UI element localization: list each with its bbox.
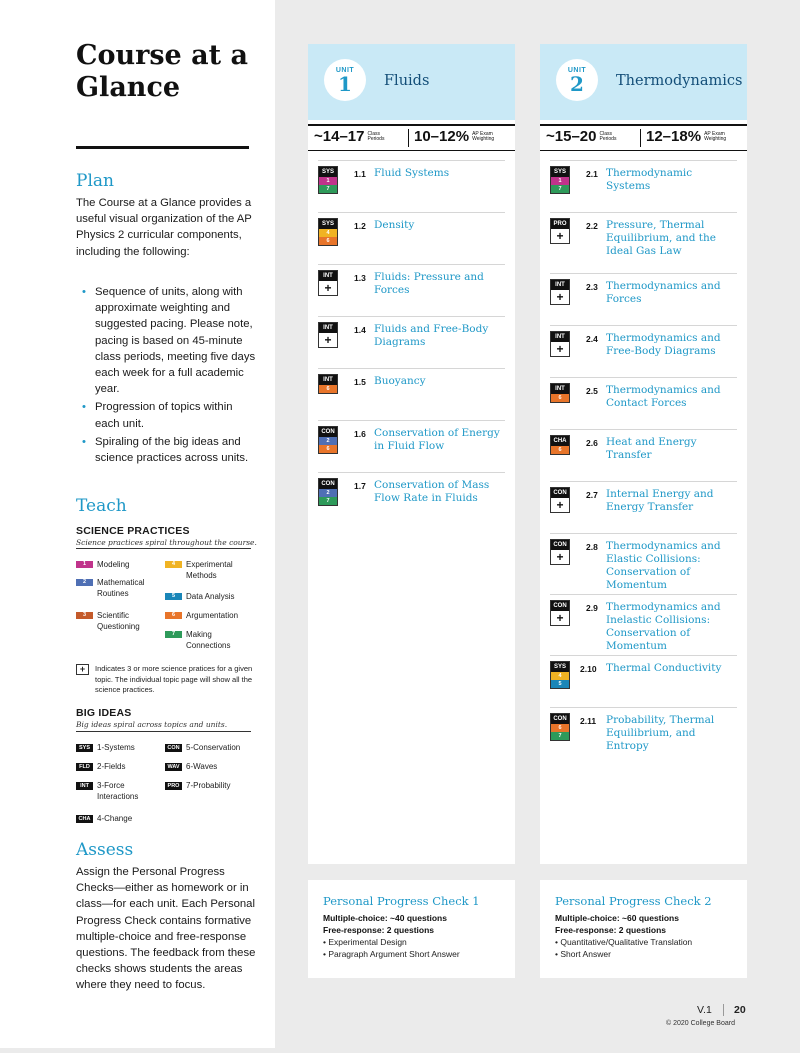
big-ideas-title: BIG IDEAS bbox=[76, 707, 132, 719]
practice-tag: 7 bbox=[319, 497, 337, 505]
topic-row bbox=[550, 655, 737, 700]
big-idea-tag: CHA bbox=[551, 436, 569, 446]
unit-badge bbox=[556, 59, 598, 101]
big-idea-tag: INT bbox=[551, 280, 569, 290]
exam-weighting-label: AP Exam Weighting bbox=[704, 130, 727, 143]
bullet-icon: • bbox=[323, 937, 329, 947]
unit-name: Thermodynamics bbox=[616, 73, 743, 89]
big-idea-item bbox=[76, 781, 156, 802]
multiple-choice-info: Multiple-choice: ~60 questions bbox=[555, 913, 679, 923]
topic-badge-stack bbox=[550, 713, 570, 741]
practice-tag: 4 bbox=[319, 229, 337, 237]
topic-row bbox=[550, 160, 737, 205]
big-idea-tag: INT bbox=[319, 323, 337, 333]
topic-badge-stack bbox=[550, 435, 570, 455]
topic-badge-stack bbox=[318, 478, 338, 506]
big-idea-item bbox=[76, 814, 156, 825]
topic-number: 1.1 bbox=[354, 169, 366, 179]
topic-number: 2.2 bbox=[586, 221, 598, 231]
practice-label: Mathematical Routines bbox=[97, 578, 145, 598]
page-number: 20 bbox=[734, 1004, 746, 1016]
unit-metrics bbox=[540, 124, 747, 151]
practice-tag: 6 bbox=[319, 237, 337, 245]
topic-number: 1.7 bbox=[354, 481, 366, 491]
assess-text: Assign the Personal Progress Checks—either as homework or in class—for each unit. Each Personal Progress Check contains formative multiple-choice and free-response questions. The feedback from these checks shows students the areas where they need to focus. bbox=[76, 866, 256, 992]
big-idea-label: 6-Waves bbox=[186, 762, 218, 771]
topic-name: Buoyancy bbox=[374, 375, 426, 387]
plan-heading: Plan bbox=[76, 171, 114, 191]
unit-number: 1 bbox=[338, 72, 352, 96]
progress-check-item-label: Paragraph Argument Short Answer bbox=[328, 949, 460, 959]
divider bbox=[76, 731, 251, 732]
unit-metrics bbox=[308, 124, 515, 151]
topic-row bbox=[550, 273, 737, 318]
topic-name: Fluids: Pressure and Forces bbox=[374, 271, 484, 296]
teach-heading: Teach bbox=[76, 496, 127, 516]
unit-label: UNIT bbox=[567, 67, 587, 74]
multiple-choice-info: Multiple-choice: ~40 questions bbox=[323, 913, 447, 923]
free-response-info: Free-response: 2 questions bbox=[555, 925, 667, 935]
topic-row bbox=[318, 316, 505, 361]
topic-name: Probability, Thermal Equilibrium, and Entropy bbox=[606, 714, 715, 752]
bullet-icon: • bbox=[323, 949, 329, 959]
sidebar bbox=[0, 0, 275, 1048]
big-idea-tag: INT bbox=[76, 782, 93, 790]
topic-badge-stack bbox=[550, 166, 570, 194]
topic-name: Conservation of Mass Flow Rate in Fluids bbox=[374, 479, 490, 504]
class-periods-value: ~15–20 bbox=[546, 128, 597, 145]
plus-icon: + bbox=[556, 290, 564, 304]
topic-number: 1.6 bbox=[354, 429, 366, 439]
topic-name: Thermodynamics and Contact Forces bbox=[606, 384, 721, 409]
big-idea-tag: CHA bbox=[76, 815, 93, 823]
big-idea-tag: SYS bbox=[76, 744, 93, 752]
practice-tag: 7 bbox=[551, 185, 569, 193]
title-rule bbox=[76, 146, 249, 149]
plus-icon: + bbox=[556, 229, 564, 243]
topic-row bbox=[550, 325, 737, 370]
big-idea-label: 1-Systems bbox=[97, 743, 135, 752]
progress-check-item-label: Short Answer bbox=[560, 949, 611, 959]
practice-tag: 6 bbox=[319, 385, 337, 393]
exam-weighting-value: 12–18% bbox=[646, 128, 702, 145]
big-idea-label: 7-Probability bbox=[186, 781, 231, 790]
practice-tag: 4 bbox=[551, 672, 569, 680]
topic-number: 1.5 bbox=[354, 377, 366, 387]
practice-legend-item bbox=[165, 630, 250, 651]
big-idea-label: 4-Change bbox=[97, 814, 133, 823]
plus-icon: + bbox=[324, 281, 332, 295]
practice-swatch: 4 bbox=[165, 561, 182, 568]
topic-number: 2.3 bbox=[586, 282, 598, 292]
big-idea-tag: INT bbox=[319, 271, 337, 281]
unit-header bbox=[540, 44, 747, 120]
topic-badge-stack bbox=[318, 426, 338, 454]
big-idea-tag: PRO bbox=[551, 219, 569, 229]
big-ideas-note: Big ideas spiral across topics and units. bbox=[76, 720, 228, 729]
topic-row bbox=[550, 429, 737, 474]
big-idea-tag: FLD bbox=[76, 763, 93, 771]
practice-tag: 6 bbox=[551, 724, 569, 732]
big-idea-label: 3-Force Interactions bbox=[97, 781, 139, 801]
big-idea-tag: SYS bbox=[319, 219, 337, 229]
topic-row bbox=[550, 533, 737, 591]
plus-note: Indicates 3 or more science pratices for a given topic. The individual topic page will show all the science practices. bbox=[95, 664, 253, 694]
plus-legend bbox=[76, 664, 256, 696]
topic-name: Density bbox=[374, 219, 415, 231]
plus-icon: + bbox=[556, 550, 564, 564]
progress-check-title: Personal Progress Check 1 bbox=[323, 894, 480, 908]
class-periods bbox=[546, 128, 621, 145]
class-periods bbox=[314, 128, 389, 145]
copyright: © 2020 College Board bbox=[666, 1020, 735, 1027]
list-item: • Progression of topics within each unit. bbox=[82, 401, 233, 430]
practice-tag: 2 bbox=[319, 489, 337, 497]
science-practices-title: SCIENCE PRACTICES bbox=[76, 525, 190, 537]
big-idea-tag: CON bbox=[551, 488, 569, 498]
bullet-icon: • bbox=[555, 937, 561, 947]
topic-badge-stack bbox=[550, 331, 570, 357]
topic-row bbox=[550, 707, 737, 761]
practice-swatch: 6 bbox=[165, 612, 182, 619]
big-idea-tag: SYS bbox=[319, 167, 337, 177]
big-idea-tag: CON bbox=[165, 744, 182, 752]
progress-check-item bbox=[555, 949, 611, 959]
topic-number: 2.9 bbox=[586, 603, 598, 613]
practice-legend-item bbox=[165, 592, 250, 603]
topic-badge-stack bbox=[318, 374, 338, 394]
topic-name: Thermodynamic Systems bbox=[606, 167, 693, 192]
big-idea-item bbox=[165, 781, 245, 792]
big-idea-tag: CON bbox=[319, 427, 337, 437]
class-periods-label: Class Periods bbox=[599, 130, 617, 143]
progress-check-item bbox=[555, 937, 692, 947]
practice-legend-item bbox=[165, 611, 250, 622]
big-idea-tag: PRO bbox=[165, 782, 182, 790]
unit-label: UNIT bbox=[335, 67, 355, 74]
plus-icon: + bbox=[556, 611, 564, 625]
practice-legend-item bbox=[76, 578, 161, 599]
progress-check-card bbox=[308, 880, 515, 978]
class-periods-label: Class Periods bbox=[367, 130, 385, 143]
plan-bullets bbox=[80, 284, 256, 468]
topic-name: Thermodynamics and Inelastic Collisions: Conservation of Momentum bbox=[606, 601, 721, 652]
topic-name: Conservation of Energy in Fluid Flow bbox=[374, 427, 500, 452]
topic-row bbox=[318, 264, 505, 309]
topic-badge-stack bbox=[318, 322, 338, 348]
divider bbox=[76, 548, 251, 549]
assess-heading: Assess bbox=[76, 840, 134, 860]
unit-card bbox=[540, 44, 747, 864]
practice-legend-item bbox=[165, 560, 250, 581]
big-idea-tag: SYS bbox=[551, 167, 569, 177]
unit-card bbox=[308, 44, 515, 864]
big-idea-tag: CON bbox=[551, 714, 569, 724]
practice-tag: 6 bbox=[551, 446, 569, 454]
topic-badge-stack bbox=[550, 600, 570, 626]
practice-swatch: 3 bbox=[76, 612, 93, 619]
topic-row bbox=[318, 472, 505, 517]
progress-check-item bbox=[323, 949, 460, 959]
bullet-icon: • bbox=[82, 435, 86, 448]
science-practices-note: Science practices spiral throughout the course. bbox=[76, 538, 257, 547]
topic-name: Internal Energy and Energy Transfer bbox=[606, 488, 714, 513]
topic-number: 1.3 bbox=[354, 273, 366, 283]
bullet-icon: • bbox=[82, 286, 86, 298]
topic-badge-stack bbox=[550, 539, 570, 565]
practice-label: Argumentation bbox=[186, 611, 239, 620]
topic-row bbox=[318, 368, 505, 413]
practice-label: Modeling bbox=[97, 560, 130, 569]
topic-badge-stack bbox=[550, 661, 570, 689]
topic-badge-stack bbox=[318, 166, 338, 194]
exam-weighting bbox=[414, 128, 494, 145]
topic-name: Fluids and Free-Body Diagrams bbox=[374, 323, 489, 348]
progress-check-item-label: Experimental Design bbox=[328, 937, 407, 947]
unit-header bbox=[308, 44, 515, 120]
topic-row bbox=[550, 481, 737, 526]
practice-swatch: 5 bbox=[165, 593, 182, 600]
topic-number: 2.5 bbox=[586, 386, 598, 396]
big-idea-tag: INT bbox=[551, 384, 569, 394]
topic-row bbox=[550, 594, 737, 652]
topic-row bbox=[550, 377, 737, 422]
topic-number: 1.2 bbox=[354, 221, 366, 231]
topic-name: Fluid Systems bbox=[374, 167, 450, 179]
big-idea-item bbox=[76, 762, 156, 773]
practice-label: Scientific Questioning bbox=[97, 611, 140, 631]
big-idea-tag: CON bbox=[551, 601, 569, 611]
practice-legend-item bbox=[76, 560, 161, 571]
topic-name: Thermal Conductivity bbox=[606, 662, 722, 674]
topic-badge-stack bbox=[550, 218, 570, 244]
big-idea-tag: CON bbox=[551, 540, 569, 550]
topic-row bbox=[318, 212, 505, 257]
big-idea-tag: WAV bbox=[165, 763, 182, 771]
practice-swatch: 1 bbox=[76, 561, 93, 568]
exam-weighting-label: AP Exam Weighting bbox=[472, 130, 495, 143]
practice-tag: 6 bbox=[551, 394, 569, 402]
big-idea-tag: INT bbox=[551, 332, 569, 342]
bullet-icon: • bbox=[555, 949, 561, 959]
practice-label: Making Connections bbox=[186, 630, 231, 650]
topic-number: 2.8 bbox=[586, 542, 598, 552]
topic-number: 2.6 bbox=[586, 438, 598, 448]
big-idea-label: 5-Conservation bbox=[186, 743, 241, 752]
topic-number: 2.4 bbox=[586, 334, 598, 344]
topic-badge-stack bbox=[550, 383, 570, 403]
topic-row bbox=[318, 160, 505, 205]
topic-number: 2.7 bbox=[586, 490, 598, 500]
big-idea-item bbox=[76, 743, 156, 754]
practice-tag: 1 bbox=[319, 177, 337, 185]
progress-check-card bbox=[540, 880, 747, 978]
topic-row bbox=[318, 420, 505, 465]
progress-check-item bbox=[323, 937, 407, 947]
bullet-icon: • bbox=[82, 401, 86, 414]
exam-weighting-value: 10–12% bbox=[414, 128, 470, 145]
list-item: • Sequence of units, along with approximate weighting and suggested pacing. Please note, pacing is based on 45-minute class periods, meeting five days each week for a full academic year. bbox=[82, 286, 256, 396]
plus-icon: + bbox=[324, 333, 332, 347]
page-title: Course at a Glance bbox=[76, 40, 248, 103]
topic-number: 2.11 bbox=[580, 716, 597, 726]
plus-icon: + bbox=[556, 342, 564, 356]
practice-tag: 7 bbox=[319, 185, 337, 193]
practice-label: Data Analysis bbox=[186, 592, 235, 601]
big-idea-item bbox=[165, 762, 245, 773]
practice-tag: 2 bbox=[319, 437, 337, 445]
practice-tag: 7 bbox=[551, 732, 569, 740]
topic-number: 2.10 bbox=[580, 664, 597, 674]
metrics-divider bbox=[408, 129, 409, 147]
topic-badge-stack bbox=[318, 270, 338, 296]
topic-badge-stack bbox=[318, 218, 338, 246]
big-idea-label: 2-Fields bbox=[97, 762, 126, 771]
topic-name: Thermodynamics and Forces bbox=[606, 280, 721, 305]
unit-number: 2 bbox=[570, 72, 584, 96]
practice-swatch: 7 bbox=[165, 631, 182, 638]
unit-badge bbox=[324, 59, 366, 101]
practice-label: Experimental Methods bbox=[186, 560, 233, 580]
topic-name: Thermodynamics and Free-Body Diagrams bbox=[606, 332, 721, 357]
big-idea-tag: CON bbox=[319, 479, 337, 489]
plan-intro: The Course at a Glance provides a useful visual organization of the AP Physics 2 curricular components, including the following: bbox=[76, 197, 252, 258]
topic-number: 1.4 bbox=[354, 325, 366, 335]
topic-name: Pressure, Thermal Equilibrium, and the Ideal Gas Law bbox=[606, 219, 716, 257]
progress-check-item-label: Quantitative/Qualitative Translation bbox=[560, 937, 693, 947]
progress-check-title: Personal Progress Check 2 bbox=[555, 894, 712, 908]
topic-name: Thermodynamics and Elastic Collisions: Conservation of Momentum bbox=[606, 540, 721, 591]
class-periods-value: ~14–17 bbox=[314, 128, 365, 145]
practice-tag: 5 bbox=[551, 680, 569, 688]
topic-badge-stack bbox=[550, 487, 570, 513]
practice-tag: 6 bbox=[319, 445, 337, 453]
unit-name: Fluids bbox=[384, 73, 430, 89]
free-response-info: Free-response: 2 questions bbox=[323, 925, 435, 935]
metrics-divider bbox=[640, 129, 641, 147]
practice-tag: 1 bbox=[551, 177, 569, 185]
big-idea-tag: SYS bbox=[551, 662, 569, 672]
practice-swatch: 2 bbox=[76, 579, 93, 586]
list-item: • Spiraling of the big ideas and science practices across units. bbox=[82, 435, 249, 465]
plus-icon: + bbox=[76, 664, 89, 675]
exam-weighting bbox=[646, 128, 726, 145]
topic-badge-stack bbox=[550, 279, 570, 305]
topic-row bbox=[550, 212, 737, 266]
big-idea-tag: INT bbox=[319, 375, 337, 385]
plus-icon: + bbox=[556, 498, 564, 512]
topic-number: 2.1 bbox=[586, 169, 598, 179]
practice-legend-item bbox=[76, 611, 161, 632]
big-idea-item bbox=[165, 743, 245, 754]
footer-divider bbox=[723, 1004, 724, 1016]
footer-version: V.1 bbox=[697, 1004, 712, 1016]
topic-name: Heat and Energy Transfer bbox=[606, 436, 697, 461]
